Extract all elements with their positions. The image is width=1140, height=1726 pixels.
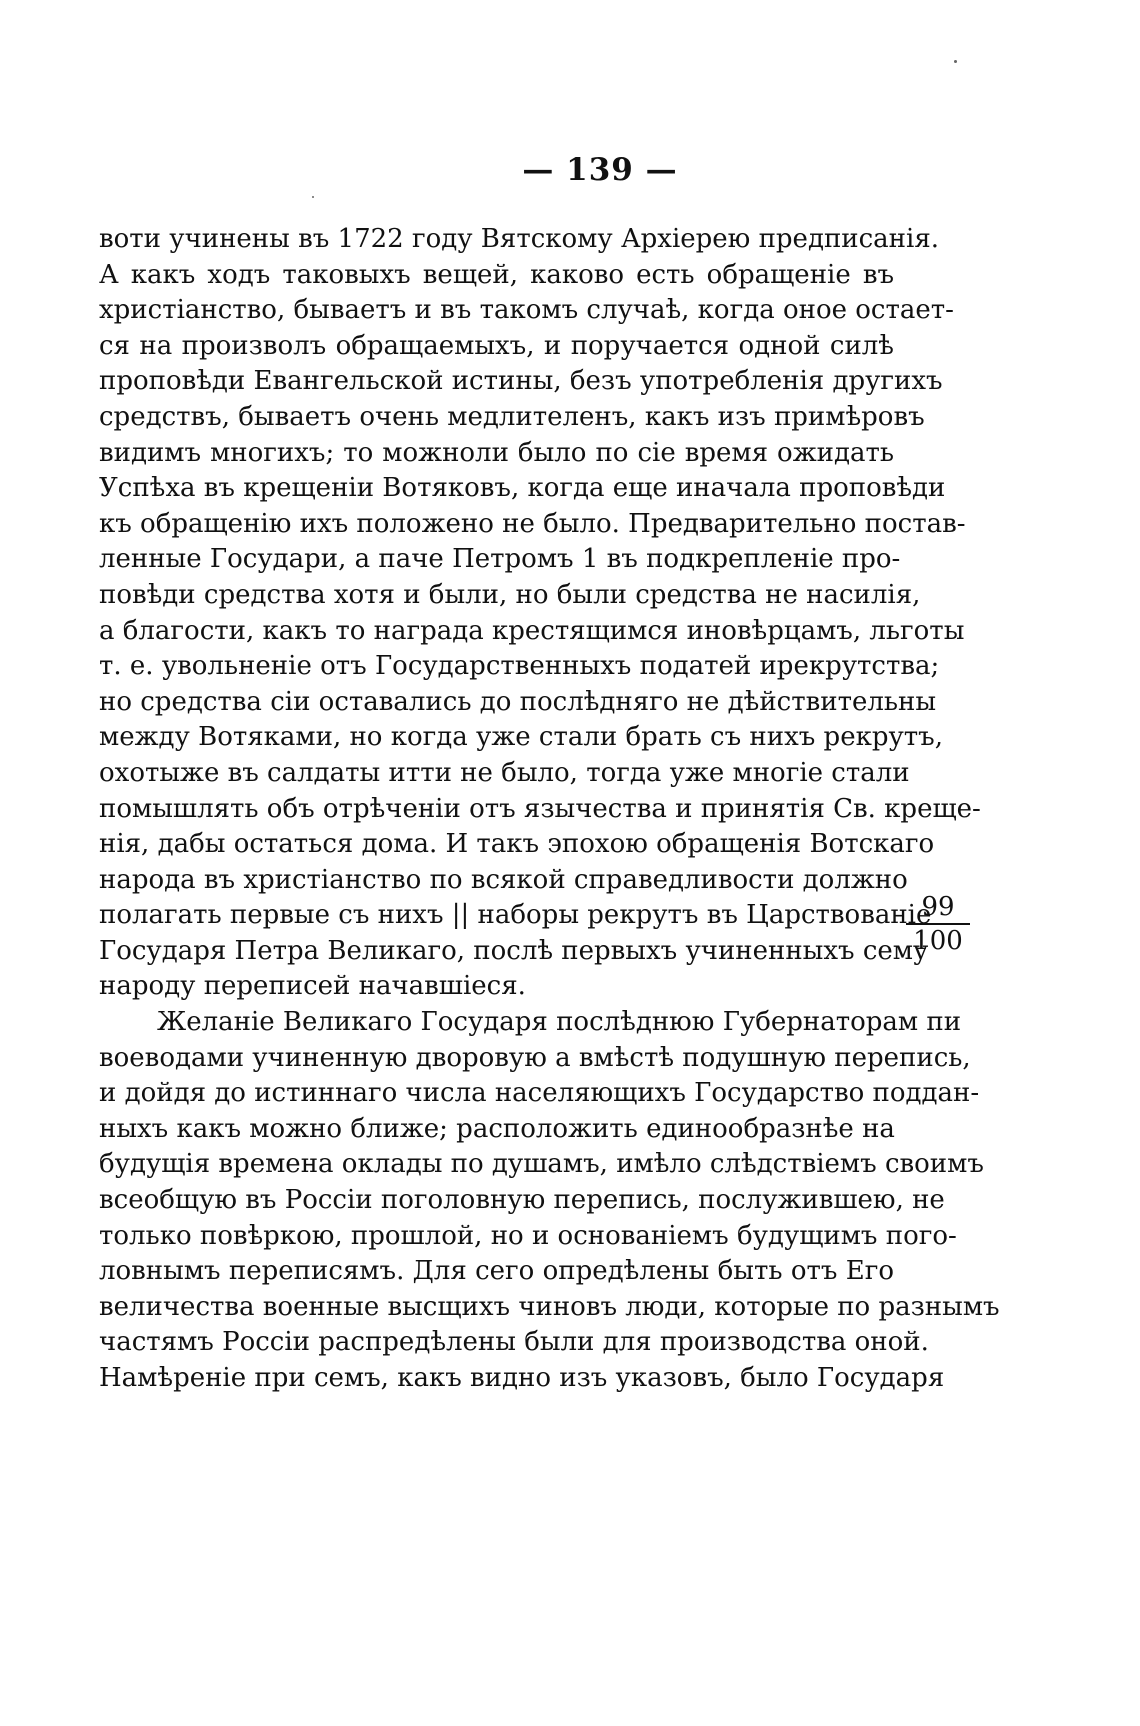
text-line: ленные Государи, а паче Петромъ 1 въ подкрепленіе про- [99,544,901,575]
text-line: но средства сіи оставались до послѣдняго не дѣйствительны [99,686,937,717]
text-line: а благости, какъ то награда крестящимся иновѣрцамъ, льготы [99,615,965,646]
text-line: только повѣркою, прошлой, но и основаніемъ будущимъ пого- [99,1220,957,1251]
text-line: между Вотяками, но когда уже стали брать съ нихъ рекрутъ, [99,722,943,753]
text-line: охотыже въ салдаты итти не было, тогда уже многіе стали [99,757,910,788]
paragraph [99,1005,1000,1397]
text-line: видимъ многихъ; то можноли было по сіе время ожидать [99,437,894,468]
text-line: народу переписей начавшіеся. [99,971,526,1002]
text-line: проповѣди Евангельской истины, безъ употребленія другихъ [99,366,943,397]
text-line: т. е. увольненіе отъ Государственныхъ податей ирекрутства; [99,651,940,682]
text-line: Успѣха въ крещеніи Вотяковъ, когда еще иначала проповѣди [99,473,946,504]
scan-speck [954,60,957,63]
text-line: нія, дабы остаться дома. И такъ эпохою обращенія Вотскаго [99,829,935,860]
margin-page-reference [906,892,970,956]
text-line: Намѣреніе при семъ, какъ видно изъ указовъ, было Государя [99,1363,945,1393]
text-line: полагать первые съ нихъ || наборы рекрутъ въ Царствованіе [99,900,932,931]
text-line: помышлять объ отрѣченіи отъ язычества и принятія Св. креще- [99,793,981,824]
page-number: — 139 — [522,152,678,188]
text-line: воеводами учиненную дворовую а вмѣстѣ подушную перепись, [99,1042,971,1073]
scan-speck [312,196,314,198]
text-line: воти учинены въ 1722 году Вятскому Архіерею предписанія. [99,224,939,254]
margin-reference-bottom: 100 [913,926,963,956]
text-line: ловнымъ переписямъ. Для сего опредѣлены быть отъ Его [99,1256,894,1287]
text-line: христіанство, бываетъ и въ такомъ случаѣ, когда оное остает- [99,295,954,326]
text-line: къ обращенію ихъ положено не было. Предварительно постав- [99,508,966,539]
text-line: народа въ христіанство по всякой справедливости должно [99,864,908,895]
text-line: ся на произволъ обращаемыхъ, и поручается одной силѣ [99,330,894,361]
text-line: ныхъ какъ можно ближе; расположить единообразнѣе на [99,1113,895,1144]
text-line: будущія времена оклады по душамъ, имѣло слѣдствіемъ своимъ [99,1149,984,1180]
text-line: А какъ ходъ таковыхъ вещей, каково есть обращеніе въ [99,259,894,290]
text-line: средствъ, бываетъ очень медлителенъ, какъ изъ примѣровъ [99,401,925,432]
margin-reference-top: 99 [906,892,970,925]
text-line: Государя Петра Великаго, послѣ первыхъ учиненныхъ сему [99,935,929,966]
text-line: Желаніе Великаго Государя послѣднюю Губернаторам пи [157,1007,962,1038]
text-line: частямъ Россіи распредѣлены были для производства оной. [99,1327,929,1358]
text-line: повѣди средства хотя и были, но были средства не насилія, [99,579,921,610]
text-line: величества военные высщихъ чиновъ люди, которые по разнымъ [99,1291,1000,1322]
text-line: всеобщую въ Россіи поголовную перепись, послужившею, не [99,1185,945,1216]
text-line: и дойдя до истиннаго числа населяющихъ Государство поддан- [99,1078,980,1109]
